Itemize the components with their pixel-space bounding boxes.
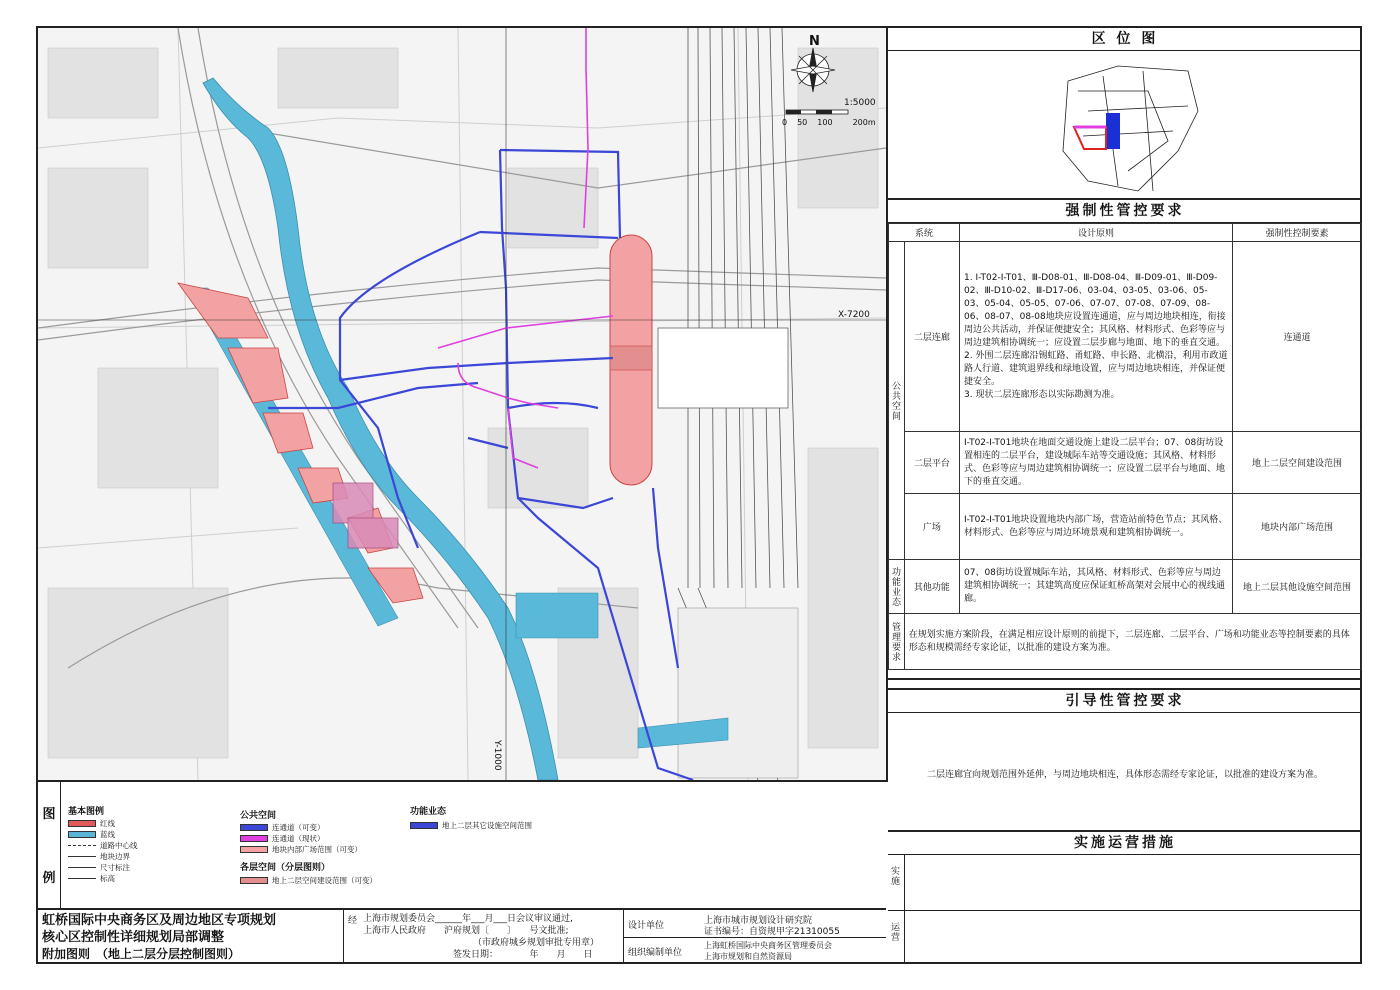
scale-ticks [782, 118, 876, 127]
row-sub: 其他功能 [904, 560, 959, 614]
title-block [38, 910, 886, 964]
legend-layer-title: 各层空间（分层图则） [240, 863, 331, 873]
guiding-box [888, 688, 1362, 832]
title-cell [38, 910, 344, 964]
row-text: 1. Ⅰ-T02-Ⅰ-T01、Ⅲ-D08-01、Ⅲ-D08-04、Ⅲ-D09-01、Ⅲ-D09-02、Ⅲ-D10-02、Ⅲ-D17-06、03-04、03-05、03-06、05-03、05-04、05-05、07-06、07-07、07-08、07-09、08-06、08-07、08-08地块应设置连通道，应与周边地块相连，衔接周边公共活动，并保证便捷安全；其风格、材料形式、色彩等应与周边建筑相协调统一；应设置二层步廊与地面、地下的垂直交通。 2. 外围二层连廊沿锡虹路、甬虹路、申长路、北横沿，利用市政道路人行道、建筑退界线和绿地设置，应与周边地块相连，并保证便捷安全。 3. 现状二层连廊形态以实际勘测为准。 [960, 242, 1233, 432]
guiding-title: 引导性管控要求 [888, 690, 1362, 713]
title-line-3: 附加图则 （地上二层分层控制图则） [42, 947, 241, 961]
location-map-image [888, 51, 1362, 199]
drawing-frame [36, 26, 1362, 964]
legend-item-red-line: 红线 [68, 818, 115, 829]
group-manage: 管理要求 [890, 621, 900, 662]
legend-item-func-range: 地上二层其它设施空间范围 [410, 820, 532, 831]
approval-line-2: 上海市人民政府 沪府规划〔 〕 号文批准; [363, 926, 569, 936]
scale-label: 1:5000 [844, 98, 876, 108]
scale-tick: 100 [817, 118, 833, 127]
mandatory-title: 强制性管控要求 [888, 200, 1362, 223]
group-function: 功能业态 [890, 566, 900, 607]
header-element: 强制性控制要素 [1233, 224, 1362, 242]
scale-tick: 0 [782, 118, 788, 127]
legend-item-plot-boundary: 地块边界 [68, 851, 130, 862]
org-unit-2: 上海市规划和自然资源局 [704, 952, 792, 961]
header-principle: 设计原则 [960, 224, 1233, 242]
mandatory-box [888, 200, 1362, 680]
group-public: 公共空间 [890, 380, 900, 421]
design-unit-name: 上海市城市规划设计研究院 [704, 916, 813, 926]
legend-func-title: 功能业态 [410, 807, 447, 817]
row-element: 地上二层空间建设范围 [1233, 432, 1362, 494]
legend-item-centerline: 道路中心线 [68, 840, 138, 851]
legend-side [38, 780, 61, 908]
legend-public-title: 公共空间 [240, 811, 277, 821]
legend-item-layer-range: 地上二层空间建设范围（可变） [240, 875, 377, 886]
design-unit-label: 设计单位 [628, 921, 665, 931]
legend [38, 780, 886, 910]
legend-item-channel-existing: 连通道（现状） [240, 833, 325, 844]
control-panel [888, 28, 1362, 964]
implement-row2: 运营 [889, 922, 899, 942]
legend-side-bottom: 例 [42, 870, 56, 886]
row-text: Ⅰ-T02-Ⅰ-T01地块在地面交通设施上建设二层平台；07、08街坊设置相连的二层平台，建设城际车站等交通设施；其风格、材料形式、色彩等应与周边建筑相协调统一；应设置二层平台与地面、地下的垂直交通。 [960, 432, 1233, 494]
legend-basic-title: 基本图例 [68, 807, 105, 817]
location-map-title: 区 位 图 [888, 28, 1362, 51]
legend-side-top: 图 [42, 806, 56, 822]
implement-box [888, 832, 1362, 964]
legend-item-elevation: 标高 [68, 873, 115, 884]
implement-row1: 实施 [889, 866, 899, 886]
mandatory-table [888, 223, 1362, 670]
title-line-2: 核心区控制性详细规划局部调整 [42, 930, 225, 945]
row-sub: 二层平台 [904, 432, 959, 494]
row-element: 连通道 [1233, 242, 1362, 432]
row-text: 07、08街坊设置城际车站，其风格、材料形式、色彩等应与周边建筑相协调统一；其建筑高度应保证虹桥高架对会展中心的视线通廊。 [960, 560, 1233, 614]
location-map-box [888, 28, 1362, 200]
manage-text: 在规划实施方案阶段，在满足相应设计原则的前提下，二层连廊、二层平台、广场和功能业态等控制要素的具体形态和规模需经专家论证，以批准的建设方案为准。 [904, 614, 1361, 670]
row-element: 地上二层其他设施空间范围 [1233, 560, 1362, 614]
title-line-1: 虹桥国际中央商务区及周边地区专项规划 [42, 913, 277, 928]
legend-item-blue-line: 蓝线 [68, 829, 115, 840]
legend-item-dimension: 尺寸标注 [68, 862, 130, 873]
guiding-text: 二层连廊宜向规划范围外延伸，与周边地块相连，具体形态需经专家论证，以批准的建设方案为准。 [926, 770, 1323, 780]
header-system: 系统 [889, 224, 960, 242]
plan-map[interactable] [38, 28, 888, 782]
row-sub: 二层连廊 [904, 242, 959, 432]
legend-item-channel-variable: 连通道（可变） [240, 822, 325, 833]
coord-y-label: Y-1000 [492, 740, 502, 771]
approval-line-3: （市政府城乡规划审批专用章） [473, 938, 600, 948]
implement-title: 实施运营措施 [888, 832, 1362, 855]
coord-x-label: X-7200 [838, 310, 870, 320]
row-sub: 广场 [904, 494, 959, 560]
row-element: 地块内部广场范围 [1233, 494, 1362, 560]
org-unit-label: 组织编制单位 [628, 948, 683, 958]
plan-map-drawing [38, 28, 886, 780]
row-text: Ⅰ-T02-Ⅰ-T01地块设置地块内部广场，营造站前特色节点；其风格、材料形式、色彩等应与周边环境景观和建筑相协调统一。 [960, 494, 1233, 560]
approval-cell [344, 910, 624, 964]
north-label: N [809, 34, 820, 49]
approval-line-1: 上海市规划委员会______年___月___日会议审议通过, [363, 914, 573, 924]
design-unit-cert: 证书编号：自资规甲字21310055 [704, 927, 840, 937]
scale-tick: 200m [852, 118, 876, 127]
legend-item-plaza: 地块内部广场范围（可变） [240, 844, 362, 855]
org-unit-1: 上海虹桥国际中央商务区管理委员会 [704, 941, 832, 950]
scale-tick: 50 [797, 118, 808, 127]
approval-line-4: 签发日期： 年 月 日 [453, 950, 593, 960]
approval-label: 经 [348, 916, 358, 926]
org-cell [624, 910, 886, 964]
